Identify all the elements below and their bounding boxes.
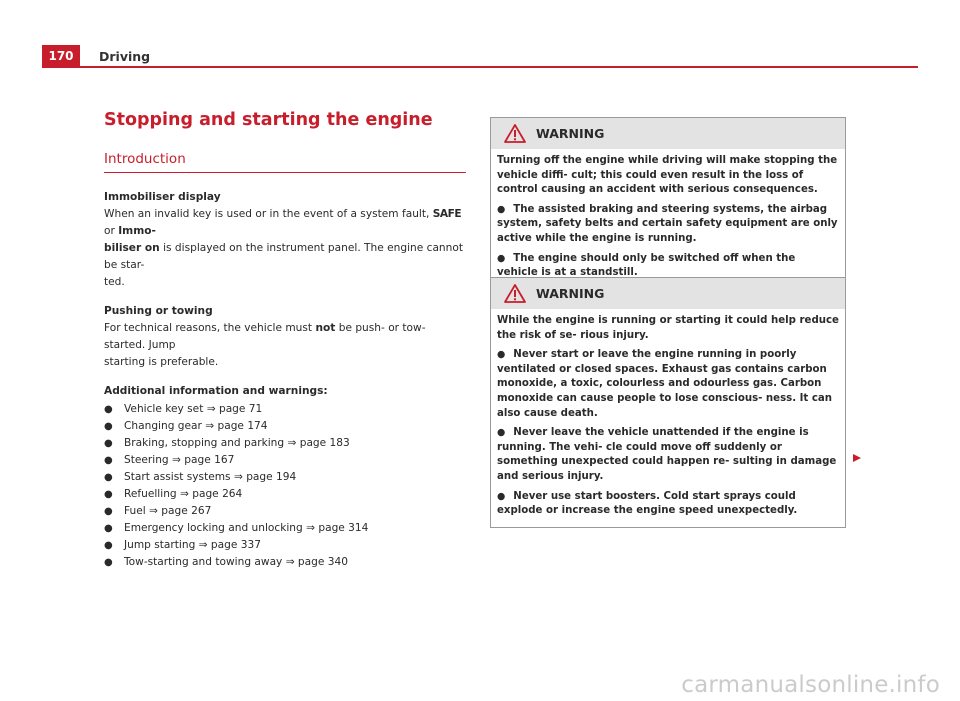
pushing-text: For technical reasons, the vehicle must not be push- or tow-started. Jump starting is preferable. (104, 322, 426, 368)
warning-label: WARNING (536, 286, 605, 301)
page-number: 170 (42, 45, 80, 67)
header-divider (42, 66, 918, 68)
list-item[interactable]: ● Start assist systems ⇒ page 194 (104, 471, 297, 483)
warning-box-1 (490, 117, 846, 290)
warning-body (491, 149, 845, 289)
list-item[interactable]: ● Jump starting ⇒ page 337 (104, 539, 261, 551)
warning-triangle-icon (504, 124, 526, 143)
pushing-heading: Pushing or towing (104, 305, 213, 317)
continue-arrow-icon (852, 453, 862, 463)
warning-bullet: ● The assisted braking and steering systems, the airbag system, safety belts and certain safety equipment are only active while the engine is running. (497, 203, 838, 244)
warning-header (491, 118, 845, 149)
list-item[interactable]: ● Tow-starting and towing away ⇒ page 340 (104, 556, 348, 568)
list-item[interactable]: ● Refuelling ⇒ page 264 (104, 488, 243, 500)
warning-label: WARNING (536, 126, 605, 141)
list-item[interactable]: ● Vehicle key set ⇒ page 71 (104, 403, 263, 415)
warning-intro: Turning off the engine while driving will make stopping the vehicle diffi- cult; this could even result in the loss of control causing an accident with serious consequences. (497, 155, 838, 196)
left-column (104, 110, 466, 571)
chapter-title: Stopping and starting the engine (104, 110, 433, 130)
warning-bullet: ● Never use start boosters. Cold start sprays could explode or increase the engine speed unexpectedly. (497, 490, 798, 517)
list-item[interactable]: ● Steering ⇒ page 167 (104, 454, 235, 466)
list-item[interactable]: ● Emergency locking and unlocking ⇒ page 314 (104, 522, 369, 534)
warning-bullet: ● Never leave the vehicle unattended if the engine is running. The vehi- cle could move off suddenly or something unexpected could happen re- sulting in damage and serious injury. (497, 427, 837, 482)
warning-bullet: ● Never start or leave the engine running in poorly ventilated or closed spaces. Exhaust gas contains carbon monoxide, a toxic, colourless and odourless gas. Carbon monoxide can cause people to lose conscious- ness. It can also cause death. (497, 349, 832, 419)
list-item[interactable]: ● Changing gear ⇒ page 174 (104, 420, 268, 432)
immobiliser-text: When an invalid key is used or in the event of a system fault, SAFE or Immo- biliser on is displayed on the instrument panel. The engine cannot be star- ted. (104, 208, 463, 288)
section-title: Introduction (104, 151, 466, 173)
warning-intro: While the engine is running or starting it could help reduce the risk of se- rious injury. (497, 315, 839, 341)
warning-header (491, 278, 845, 309)
additional-heading: Additional information and warnings: (104, 385, 328, 397)
immobiliser-heading: Immobiliser display (104, 191, 221, 203)
warning-triangle-icon (504, 284, 526, 303)
warning-body (491, 309, 845, 527)
header-title: Driving (99, 49, 151, 64)
safe-symbol: SAFE (432, 208, 462, 220)
warning-box-2 (490, 277, 846, 528)
list-item[interactable]: ● Fuel ⇒ page 267 (104, 505, 212, 517)
list-item[interactable]: ● Braking, stopping and parking ⇒ page 183 (104, 437, 350, 449)
watermark: carmanualsonline.info (681, 672, 940, 698)
additional-list (104, 401, 466, 571)
warning-bullet: ● The engine should only be switched off when the vehicle is at a standstill. (497, 252, 796, 279)
